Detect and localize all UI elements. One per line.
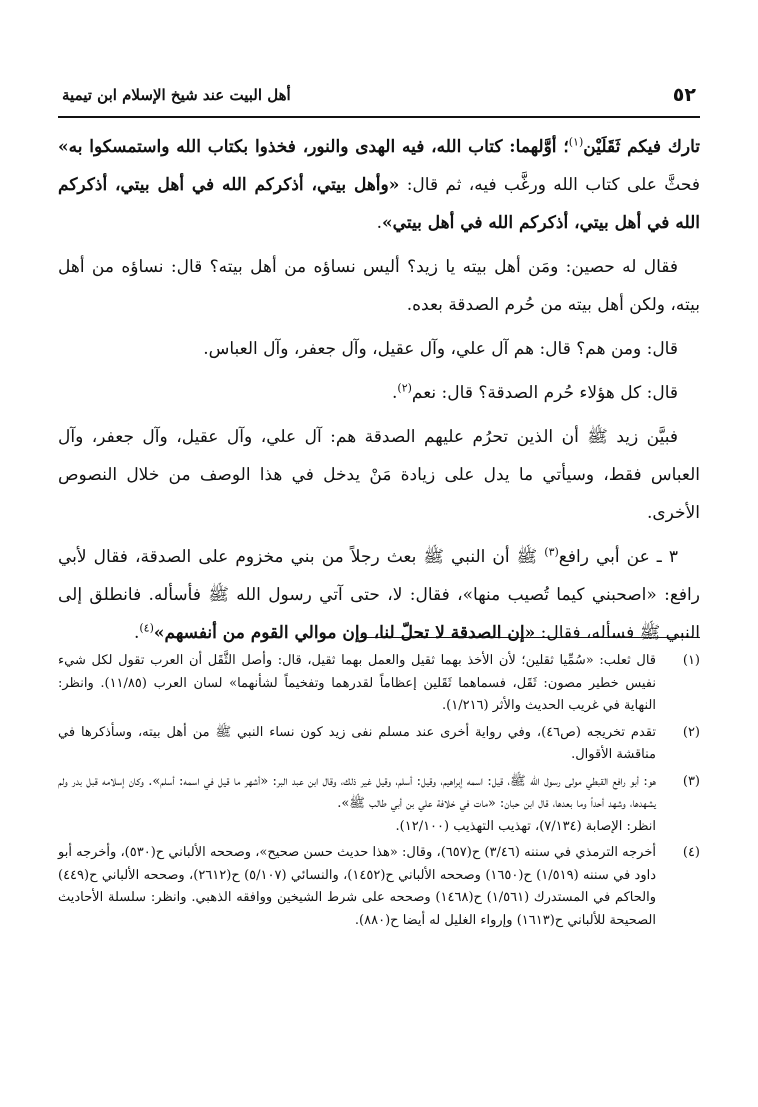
- narrative-text: ٣ ـ عن أبي رافع: [558, 547, 678, 567]
- narrative-text: .: [376, 213, 383, 233]
- footnote-ref: (٤): [139, 621, 154, 635]
- footnote-text: قال ثعلب: «سُمِّيا ثقلين؛ لأن الأخذ بهما ثقيل والعمل بهما ثقيل، قال: وأصل الثَّقَل أن العرب تقول لكل شيء نفيس خطير مصون: ثَقَل، فسماهما ثَقَلين إعظاماً لقدرهما وتفخيماً لشأنهما» لسان العرب (١١/٨٥). وانظر: النهاية في غريب الحديث والأثر (١/٢١٦).: [58, 653, 657, 713]
- main-text: [58, 128, 700, 658]
- footnote-text: انظر: الإصابة (٧/١٣٤)، تهذيب التهذيب (١٢/١٠٠).: [395, 818, 656, 834]
- paragraph-4: [58, 374, 700, 412]
- hadith-text: ؛ أوَّلهما: كتاب الله، فيه الهدى والنور، فخذوا بكتاب الله واستمسكوا به»: [58, 137, 569, 157]
- footnotes: [58, 650, 700, 936]
- footnote-separator: [360, 637, 700, 638]
- paragraph-1: [58, 128, 700, 242]
- running-title: أهل البيت عند شيخ الإسلام ابن تيمية: [62, 86, 291, 104]
- footnote-number: (٤): [682, 845, 700, 860]
- page-header: [58, 82, 700, 118]
- footnote-4: [58, 842, 700, 932]
- paragraph-6: [58, 538, 700, 652]
- footnote-ref: (١): [568, 135, 584, 149]
- footnote-number: (١): [682, 653, 700, 668]
- paragraph-5: فبيَّن زيد ﷺ أن الذين تحرُم عليهم الصدقة هم: آل علي، وآل عقيل، وآل جعفر، وآل العباس فقط، وسيأتي ما يدل على زيادة مَنْ يدخل في هذا الوصف من خلال النصوص الأخرى.: [58, 427, 700, 523]
- footnote-body: [58, 842, 656, 932]
- footnote-1: [58, 650, 700, 718]
- hadith-text: «إن الصدقة لا تحلّ لنا، وإن موالي القوم من أنفسهم»: [153, 623, 536, 643]
- hadith-text: تارك فيكم ثَقَلَيْن: [583, 137, 700, 157]
- footnote-body: [58, 722, 656, 767]
- narrative-text: ﷺ أن النبي ﷺ بعث رجلاً من بني مخزوم على الصدقة، فقال لأبي رافع: «اصحبني كيما تُصيب منها»، فقال: لا، حتى آتي رسول الله ﷺ فأسأله. فانطلق إلى النبي ﷺ فسأله، فقال:: [58, 547, 700, 643]
- footnote-text: أخرجه الترمذي في سننه (٣/٤٦) ح(٦٥٧)، وقال: «هذا حديث حسن صحيح»، وصححه الألباني ح(٥٣٠)، وأخرجه أبو داود في سننه (١/٥١٩) ح(١٦٥٠) وصححه الألباني ح(١٤٥٢)، والنسائي (٥/١٠٧) ح(٢٦١٢)، وصححه الألباني ح(٤٤٩) والحاكم في المستدرك (١/٥٦١) ح(١٤٦٨) وصححه على شرط الشيخين ووافقه الذهبي. وانظر: سلسلة الأحاديث الصحيحة للألباني ح(١٦١٣) وإرواء الغليل له أيضا ح(٨٨٠).: [58, 845, 657, 928]
- footnote-2: [58, 722, 700, 767]
- footnote-text: تقدم تخريجه (ص٤٦)، وفي رواية أخرى عند مسلم نفى زيد كون نساء النبي ﷺ من أهل بيته، وسأذكرها في مناقشة الأقوال.: [58, 724, 656, 762]
- narrative-text: .: [391, 383, 398, 403]
- hadith-text: «وأهل بيتي، أذكركم الله في أهل بيتي، أذكركم الله في أهل بيتي، أذكركم الله في أهل بيتي»: [58, 175, 700, 233]
- footnote-body: [58, 771, 656, 839]
- footnote-body: [58, 650, 656, 718]
- narrative-text: قال: كل هؤلاء حُرم الصدقة؟ قال: نعم: [411, 383, 678, 403]
- footnote-text: هو: أبو رافع القبطي مولى رسول الله ﷺ، قيل: اسمه إبراهيم، وقيل: أسلم، وقيل غير ذلك، وقال ابن عبد البر: «أشهر ما قيل في اسمه: أسلم». وكان إسلامه قبل بدر ولم يشهدها، وشهد أحداً وما بعدها، قال ابن حبان: «مات في خلافة علي بن أبي طالب ﷺ».: [58, 773, 656, 811]
- footnote-ref: (٣): [544, 545, 559, 559]
- footnote-number: (٣): [682, 773, 700, 789]
- footnote-ref: (٢): [397, 381, 412, 395]
- paragraph-2: فقال له حصين: ومَن أهل بيته يا زيد؟ أليس نساؤه من أهل بيته؟ قال: نساؤه من أهل بيته، ولكن أهل بيته من حُرم الصدقة بعده.: [58, 257, 700, 315]
- footnote-number: (٢): [682, 724, 700, 740]
- narrative-text: فحثَّ على كتاب الله ورغَّب فيه، ثم قال:: [399, 175, 700, 195]
- paragraph-3: قال: ومن هم؟ قال: هم آل علي، وآل عقيل، وآل جعفر، وآل العباس.: [203, 339, 678, 359]
- page-number: ٥٢: [672, 84, 696, 106]
- footnote-3: [58, 771, 700, 839]
- narrative-text: .: [133, 623, 140, 643]
